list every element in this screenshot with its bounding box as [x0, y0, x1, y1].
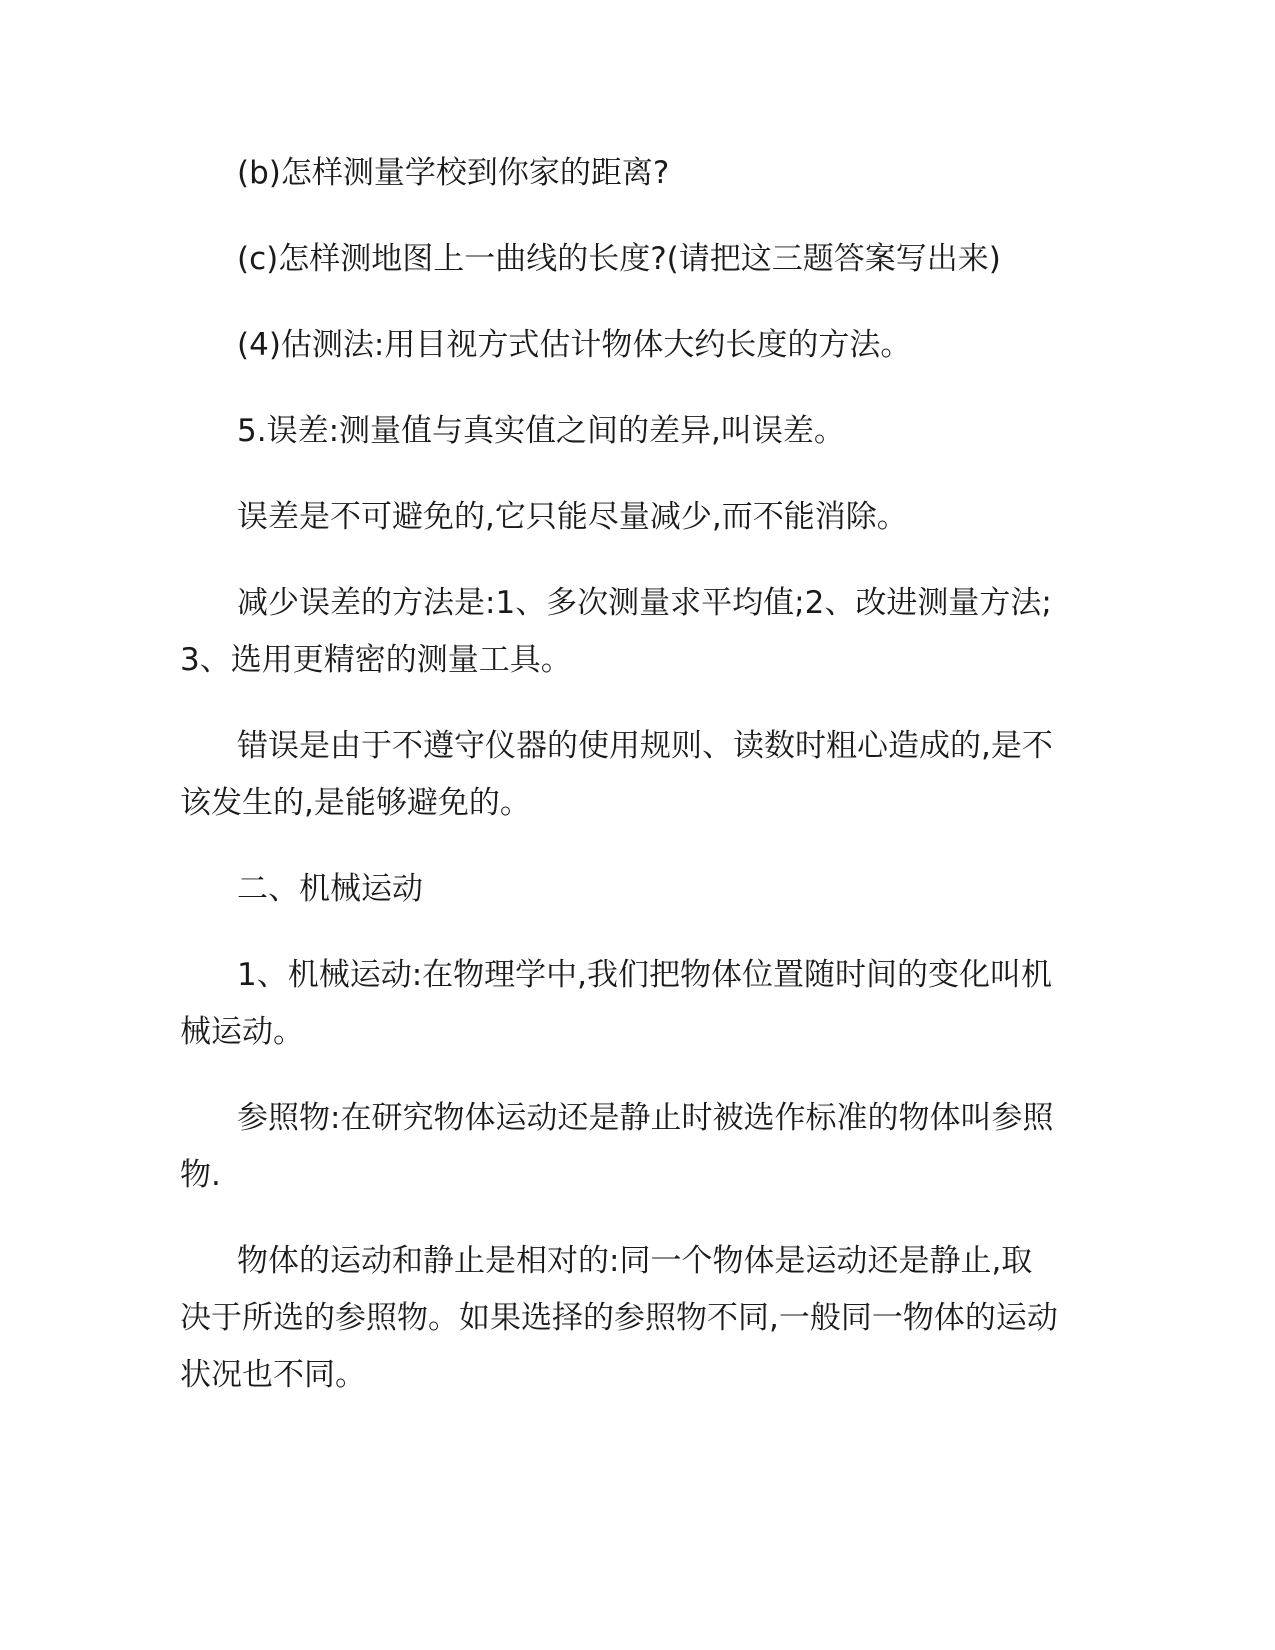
paragraph-relativity-of-motion: 物体的运动和静止是相对的:同一个物体是运动还是静止,取决于所选的参照物。如果选择的参照物不同,一般同一物体的运动状况也不同。 [180, 1243, 1058, 1393]
paragraph-b-question: (b)怎样测量学校到你家的距离? [237, 155, 670, 191]
paragraph-reference-object: 参照物:在研究物体运动还是静止时被选作标准的物体叫参照物. [180, 1100, 1054, 1193]
paragraph-error-unavoidable: 误差是不可避免的,它只能尽量减少,而不能消除。 [237, 499, 908, 535]
document-body [180, 145, 1060, 1404]
section-heading-mechanical-motion: 二、机械运动 [237, 871, 423, 907]
paragraph-estimation-method: (4)估测法:用目视方式估计物体大约长度的方法。 [237, 327, 912, 363]
paragraph-c-question: (c)怎样测地图上一曲线的长度?(请把这三题答案写出来) [237, 241, 1001, 277]
paragraph-reduce-error-methods: 减少误差的方法是:1、多次测量求平均值;2、改进测量方法;3、选用更精密的测量工具。 [180, 585, 1052, 678]
paragraph-mechanical-motion-definition: 1、机械运动:在物理学中,我们把物体位置随时间的变化叫机械运动。 [180, 957, 1053, 1050]
paragraph-mistake-definition: 错误是由于不遵守仪器的使用规则、读数时粗心造成的,是不该发生的,是能够避免的。 [180, 728, 1053, 821]
paragraph-error-definition: 5.误差:测量值与真实值之间的差异,叫误差。 [237, 413, 845, 449]
